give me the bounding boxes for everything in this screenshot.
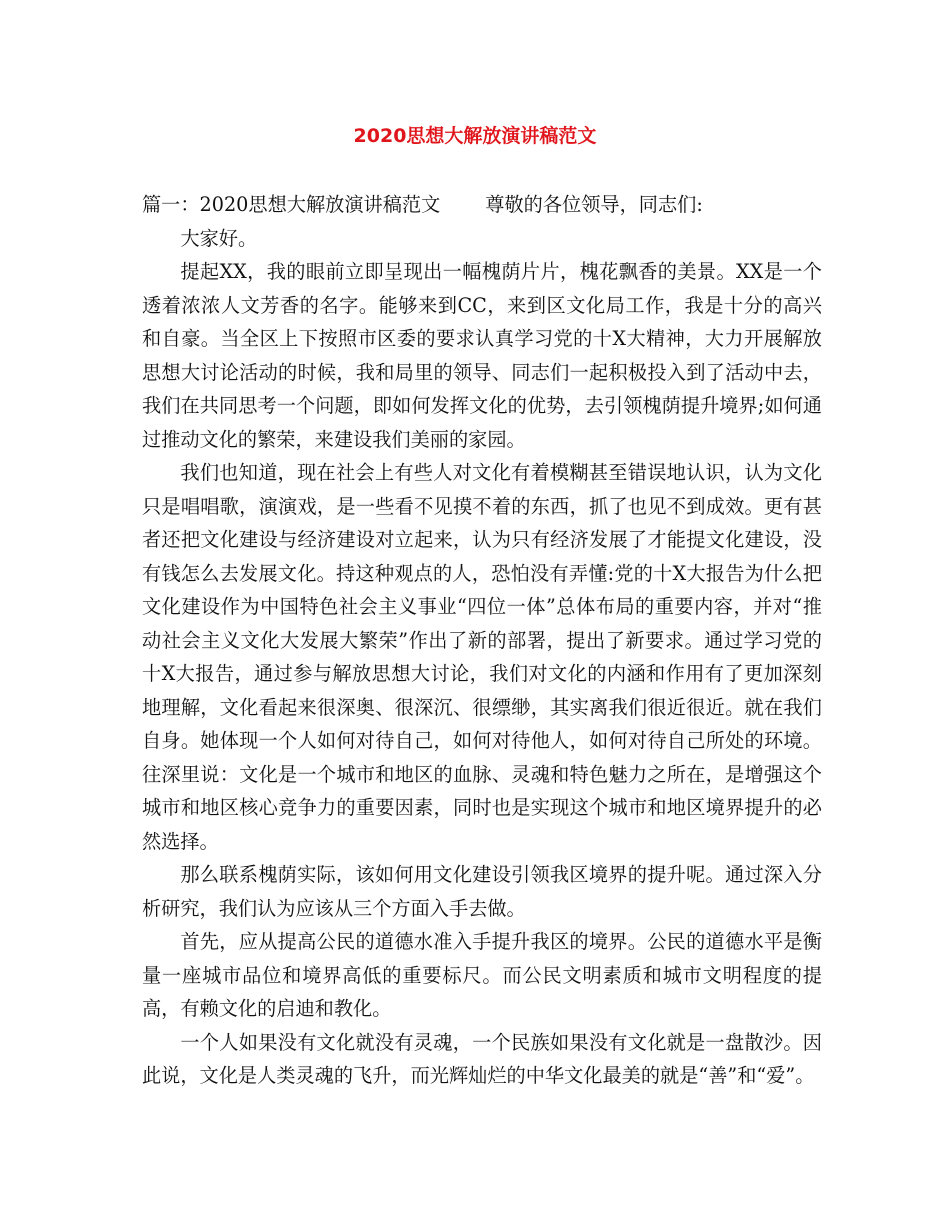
- paragraph: 一个人如果没有文化就没有灵魂，一个民族如果没有文化就是一盘散沙。因此说，文化是人类灵魂的飞升，而光辉灿烂的中华文化最美的就是“善”和“爱”。: [142, 1030, 822, 1087]
- section-heading: 篇一：2020思想大解放演讲稿范文: [142, 193, 441, 216]
- paragraph: 首先，应从提高公民的道德水准入手提升我区的境界。公民的道德水平是衡量一座城市品位和境界高低的重要标尺。而公民文明素质和城市文明程度的提高，有赖文化的启迪和教化。: [142, 930, 822, 1020]
- salutation: 尊敬的各位领导，同志们:: [485, 193, 703, 216]
- paragraph: 那么联系槐荫实际，该如何用文化建设引领我区境界的提升呢。通过深入分析研究，我们认为应该从三个方面入手去做。: [142, 863, 822, 920]
- document-body: [142, 188, 822, 1093]
- paragraph: 提起XX，我的眼前立即呈现出一幅槐荫片片，槐花飘香的美景。XX是一个透着浓浓人文芳香的名字。能够来到CC，来到区文化局工作，我是十分的高兴和自豪。当全区上下按照市区委的要求认真学习党的十X大精神，大力开展解放思想大讨论活动的时候，我和局里的领导、同志们一起积极投入到了活动中去，我们在共同思考一个问题，即如何发挥文化的优势，去引领槐荫提升境界;如何通过推动文化的繁荣，来建设我们美丽的家园。: [142, 260, 822, 451]
- paragraph: 我们也知道，现在社会上有些人对文化有着模糊甚至错误地认识，认为文化只是唱唱歌，演演戏，是一些看不见摸不着的东西，抓了也见不到成效。更有甚者还把文化建设与经济建设对立起来，认为只有经济发展了才能提文化建设，没有钱怎么去发展文化。持这种观点的人，恐怕没有弄懂:党的十X大报告为什么把文化建设作为中国特色社会主义事业“四位一体”总体布局的重要内容，并对“推动社会主义文化大发展大繁荣”作出了新的部署，提出了新要求。通过学习党的十X大报告，通过参与解放思想大讨论，我们对文化的内涵和作用有了更加深刻地理解，文化看起来很深奥、很深沉、很缥缈，其实离我们很近很近。就在我们自身。她体现一个人如何对待自己，如何对待他人，如何对待自己所处的环境。往深里说：文化是一个城市和地区的血脉、灵魂和特色魅力之所在，是增强这个城市和地区核心竞争力的重要因素，同时也是实现这个城市和地区境界提升的必然选择。: [142, 461, 822, 853]
- heading-line: [142, 188, 822, 222]
- paragraph: 大家好。: [180, 226, 258, 250]
- document-title: 2020思想大解放演讲稿范文: [353, 125, 597, 147]
